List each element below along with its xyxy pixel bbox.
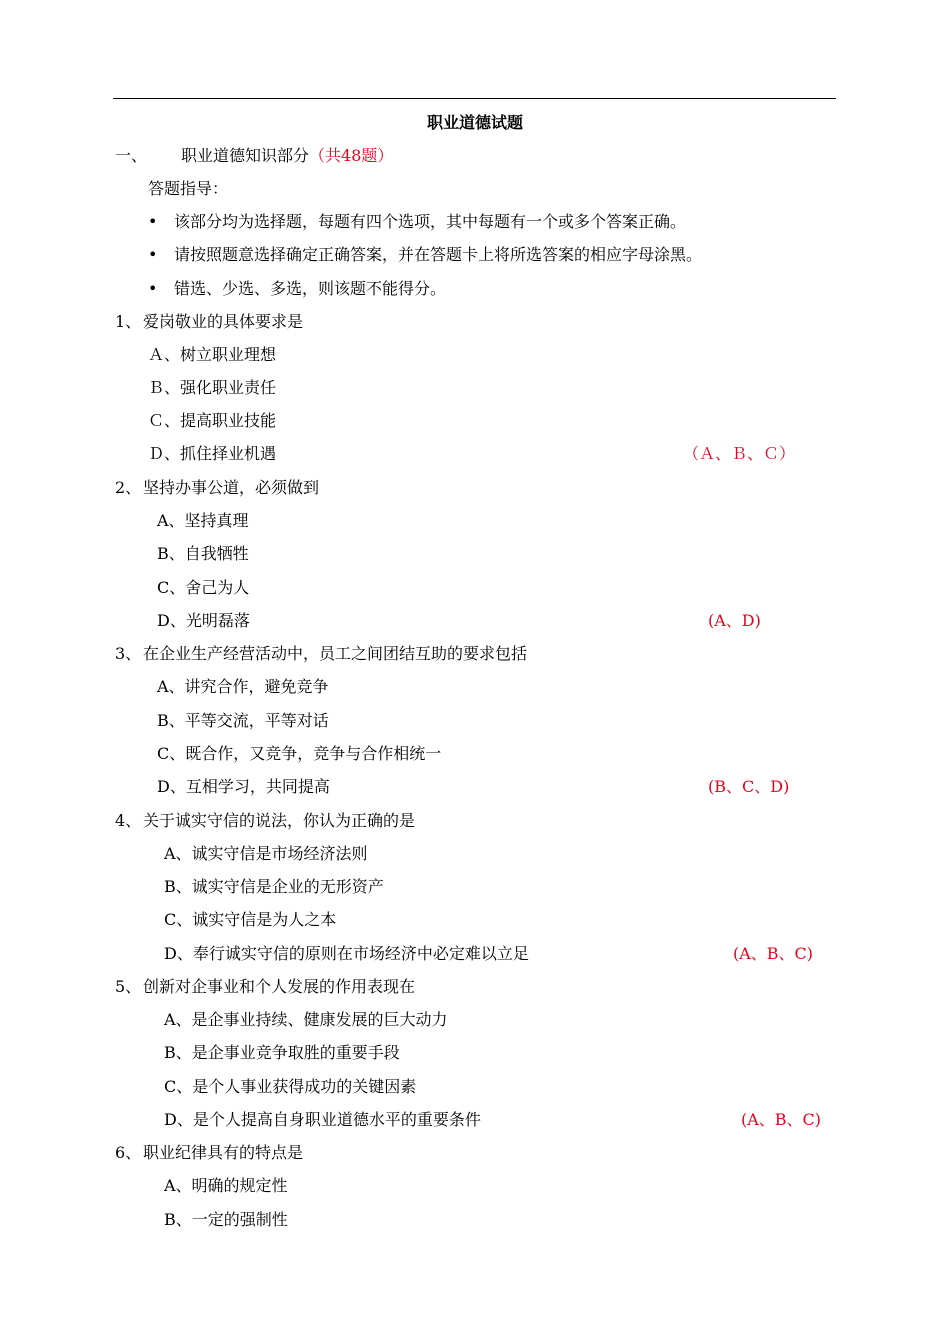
bullet-icon: • [148,279,158,298]
section-name: 职业道德知识部分 [181,146,310,165]
option: Ｂ、强化职业责任 [148,378,277,397]
guide-bullet [148,279,446,299]
question-number: 1、 [115,312,142,331]
question-number: 2、 [115,478,142,497]
option: C、既合作，又竞争，竞争与合作相统一 [157,744,442,763]
option: A、诚实守信是市场经济法则 [164,844,368,863]
option: B、是企事业竞争取胜的重要手段 [164,1043,400,1062]
option: Ｃ、提高职业技能 [148,411,277,430]
option: B、一定的强制性 [164,1210,288,1229]
option: Ａ、树立职业理想 [148,345,277,364]
guide-heading: 答题指导： [148,179,229,198]
option: D、互相学习，共同提高 [157,777,330,796]
section-heading [181,146,393,166]
option: A、是企事业持续、健康发展的巨大动力 [164,1010,448,1029]
guide-bullet [148,245,702,265]
question-text: 关于诚实守信的说法，你认为正确的是 [143,811,416,830]
option: A、坚持真理 [157,511,249,530]
question-number: 4、 [115,811,142,830]
question-number: 5、 [115,977,142,996]
guide-bullet-text: 错选、少选、多选，则该题不能得分。 [174,279,447,298]
bullet-icon: • [148,245,158,264]
answer: （Ａ、Ｂ、Ｃ） [683,444,796,463]
option: C、诚实守信是为人之本 [164,910,337,929]
header-rule [113,98,836,99]
answer: (A、D) [708,611,761,630]
question-text: 坚持办事公道，必须做到 [143,478,320,497]
option: B、诚实守信是企业的无形资产 [164,877,384,896]
question-text: 创新对企事业和个人发展的作用表现在 [143,977,416,996]
guide-bullet [148,212,686,232]
question-number: 3、 [115,644,142,663]
answer: (A、B、C) [741,1110,822,1129]
option: A、讲究合作，避免竞争 [157,677,329,696]
section-count: （共48题） [309,146,394,165]
bullet-icon: • [148,212,158,231]
option: C、是个人事业获得成功的关键因素 [164,1077,417,1096]
answer: (B、C、D) [708,777,790,796]
guide-bullet-text: 该部分均为选择题，每题有四个选项，其中每题有一个或多个答案正确。 [174,212,687,231]
answer: (A、B、C) [733,944,814,963]
guide-bullet-text: 请按照题意选择确定正确答案，并在答题卡上将所选答案的相应字母涂黑。 [174,245,703,264]
page-title: 职业道德试题 [426,113,523,132]
option: A、明确的规定性 [164,1176,288,1195]
option: B、平等交流，平等对话 [157,711,329,730]
option: C、舍己为人 [157,578,250,597]
option: D、奉行诚实守信的原则在市场经济中必定难以立足 [164,944,529,963]
question-number: 6、 [115,1143,142,1162]
section-number: 一、 [115,146,148,165]
option: D、光明磊落 [157,611,250,630]
question-text: 爱岗敬业的具体要求是 [143,312,304,331]
question-text: 在企业生产经营活动中，员工之间团结互助的要求包括 [143,644,528,663]
option: B、自我牺牲 [157,544,249,563]
option: D、是个人提高自身职业道德水平的重要条件 [164,1110,481,1129]
option: Ｄ、抓住择业机遇 [148,444,277,463]
question-text: 职业纪律具有的特点是 [143,1143,304,1162]
